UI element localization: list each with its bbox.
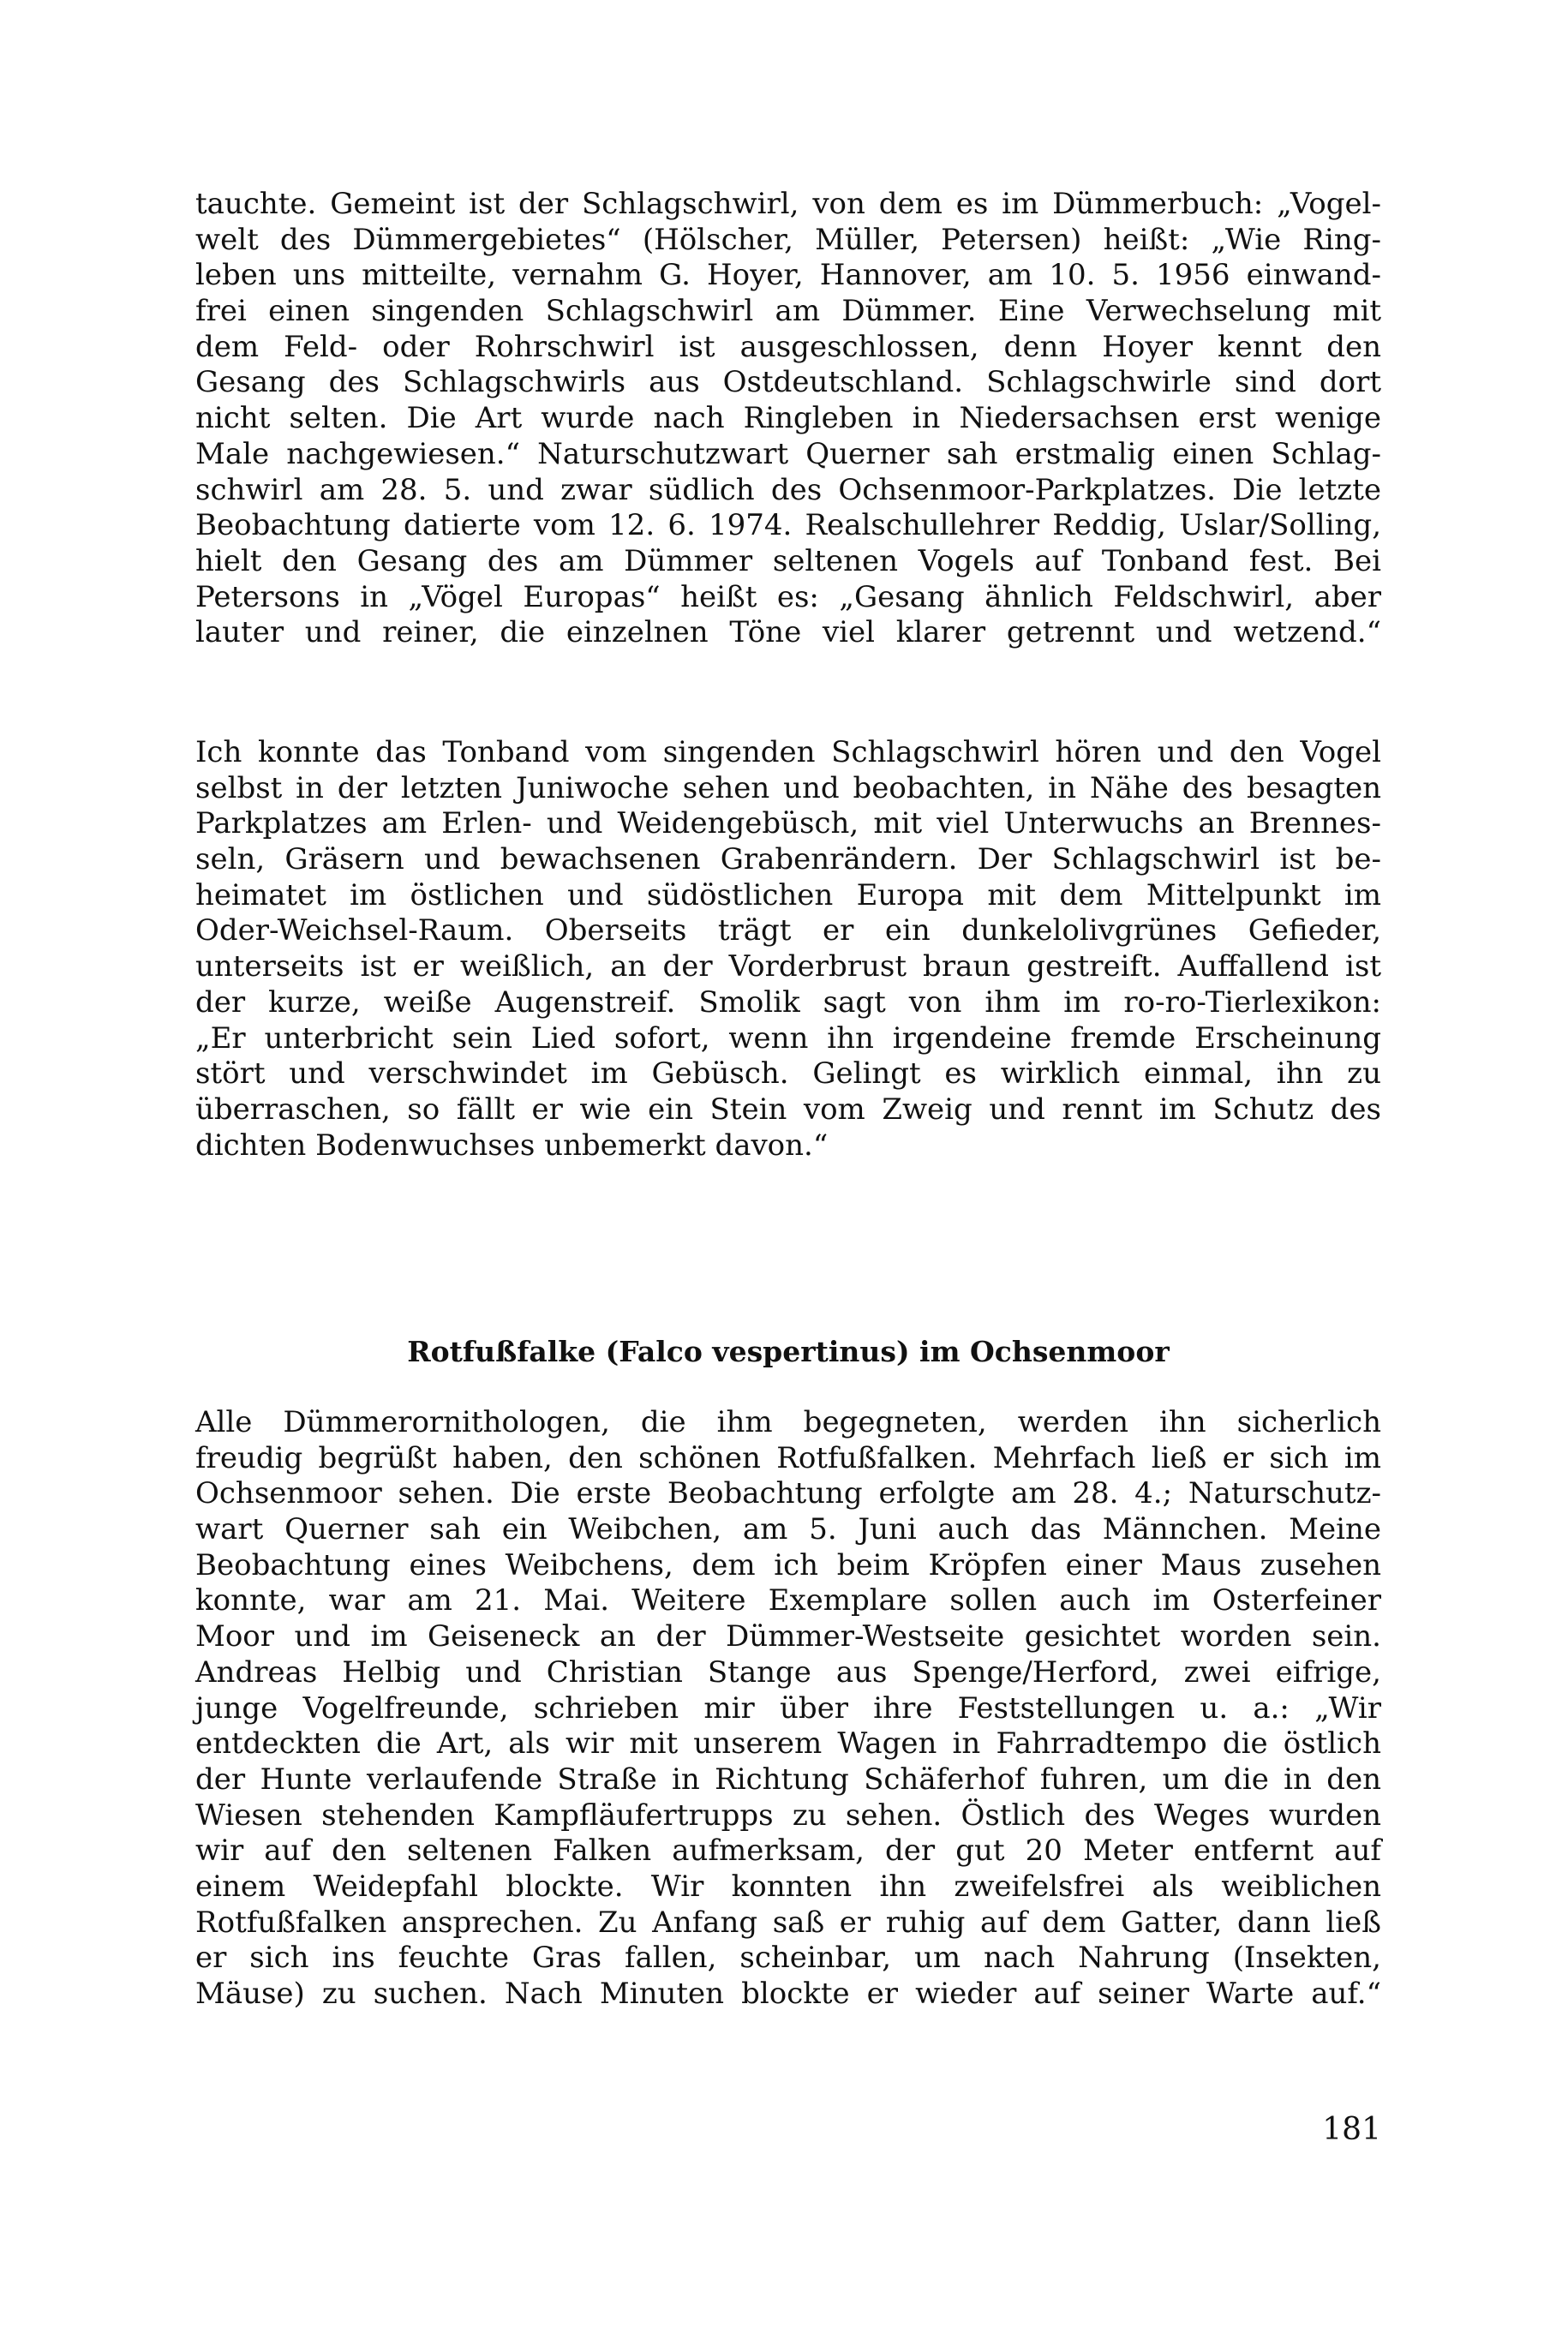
text-line: Oder-Weichsel-Raum. Oberseits trägt er ein dunkelolivgrünes Gefieder, [195,913,1381,948]
text-line: freudig begrüßt haben, den schönen Rotfußfalken. Mehrfach ließ er sich im [195,1440,1381,1475]
paragraph-rotfussfalke [195,1405,1381,2013]
text-line: dem Feld- oder Rohrschwirl ist ausgeschlossen, denn Hoyer kennt den [195,329,1381,364]
text-line: der Hunte verlaufende Straße in Richtung Schäferhof fuhren, um die in den [195,1762,1381,1797]
text-line: unterseits ist er weißlich, an der Vorderbrust braun gestreift. Auffallend ist [195,949,1381,984]
text-line: Ich konnte das Tonband vom singenden Schlagschwirl hören und den Vogel [195,735,1381,769]
text-line: tauchte. Gemeint ist der Schlagschwirl, von dem es im Dümmerbuch: „Vogel- [195,187,1381,221]
text-line: entdeckten die Art, als wir mit unserem Wagen in Fahrradtempo die östlich [195,1726,1381,1762]
text-line: Ochsenmoor sehen. Die erste Beobachtung erfolgte am 28. 4.; Naturschutz- [195,1476,1381,1511]
text-line: einem Weidepfahl blockte. Wir konnten ihn zweifelsfrei als weiblichen [195,1869,1381,1904]
text-line: nicht selten. Die Art wurde nach Ringleben in Niedersachsen erst wenige [195,401,1381,436]
text-line: selbst in der letzten Juniwoche sehen und beobachten, in Nähe des besagten [195,770,1381,805]
text-line: junge Vogelfreunde, schrieben mir über ihre Feststellungen u. a.: „Wir [195,1690,1381,1726]
text-line: Beobachtung datierte vom 12. 6. 1974. Realschullehrer Reddig, Uslar/Solling, [195,508,1381,543]
text-line: Rotfußfalken ansprechen. Zu Anfang saß er ruhig auf dem Gatter, dann ließ [195,1905,1381,1940]
text-line: stört und verschwindet im Gebüsch. Gelingt es wirklich einmal, ihn zu [195,1056,1381,1092]
text-line: seln, Gräsern und bewachsenen Grabenrändern. Der Schlagschwirl ist be- [195,842,1381,877]
text-line: schwirl am 28. 5. und zwar südlich des Ochsenmoor-Parkplatzes. Die letzte [195,472,1381,507]
text-line: „Er unterbricht sein Lied sofort, wenn ihn irgendeine fremde Erscheinung [195,1020,1381,1056]
text-line: er sich ins feuchte Gras fallen, scheinbar, um nach Nahrung (Insekten, [195,1941,1381,1976]
text-line: wir auf den seltenen Falken aufmerksam, der gut 20 Meter entfernt auf [195,1833,1381,1869]
text-line: Parkplatzes am Erlen- und Weidengebüsch, mit viel Unterwuchs an Brennes- [195,806,1381,841]
text-line: Mäuse) zu suchen. Nach Minuten blockte er wieder auf seiner Warte auf.“ [195,1977,1381,2011]
text-line: Beobachtung eines Weibchens, dem ich beim Kröpfen einer Maus zusehen [195,1547,1381,1582]
text-line: frei einen singenden Schlagschwirl am Dümmer. Eine Verwechselung mit [195,294,1381,329]
section-heading: Rotfußfalke (Falco vespertinus) im Ochsenmoor [407,1335,1170,1368]
text-line: leben uns mitteilte, vernahm G. Hoyer, Hannover, am 10. 5. 1956 einwand- [195,258,1381,293]
text-line: Andreas Helbig und Christian Stange aus Spenge/Herford, zwei eifrige, [195,1654,1381,1690]
paragraph-schlagschwirl-report [195,187,1381,651]
text-line: hielt den Gesang des am Dümmer seltenen Vogels auf Tonband fest. Bei [195,543,1381,578]
text-line: konnte, war am 21. Mai. Weitere Exemplare sollen auch im Osterfeiner [195,1583,1381,1618]
text-line: welt des Dümmergebietes“ (Hölscher, Müller, Petersen) heißt: „Wie Ring- [195,222,1381,257]
text-line: überraschen, so fällt er wie ein Stein vom Zweig und rennt im Schutz des [195,1092,1381,1127]
paragraph-schlagschwirl-observation [195,735,1381,1164]
text-line: dichten Bodenwuchses unbemerkt davon.“ [195,1128,829,1163]
text-line: heimatet im östlichen und südöstlichen Europa mit dem Mittelpunkt im [195,877,1381,912]
text-line: der kurze, weiße Augenstreif. Smolik sagt von ihm im ro-ro-Tierlexikon: [195,984,1381,1020]
page-number: 181 [1322,2112,1381,2147]
text-line: Moor und im Geiseneck an der Dümmer-Westseite gesichtet worden sein. [195,1619,1381,1654]
text-line: Wiesen stehenden Kampfläufertrupps zu sehen. Östlich des Weges wurden [195,1798,1381,1833]
text-line: Alle Dümmerornithologen, die ihm begegneten, werden ihn sicherlich [195,1405,1381,1439]
text-line: Male nachgewiesen.“ Naturschutzwart Querner sah erstmalig einen Schlag- [195,436,1381,471]
text-line: wart Querner sah ein Weibchen, am 5. Juni auch das Männchen. Meine [195,1512,1381,1547]
text-line: lauter und reiner, die einzelnen Töne viel klarer getrennt und wetzend.“ [195,615,1381,650]
text-line: Gesang des Schlagschwirls aus Ostdeutschland. Schlagschwirle sind dort [195,365,1381,400]
text-line: Petersons in „Vögel Europas“ heißt es: „Gesang ähnlich Feldschwirl, aber [195,579,1381,614]
